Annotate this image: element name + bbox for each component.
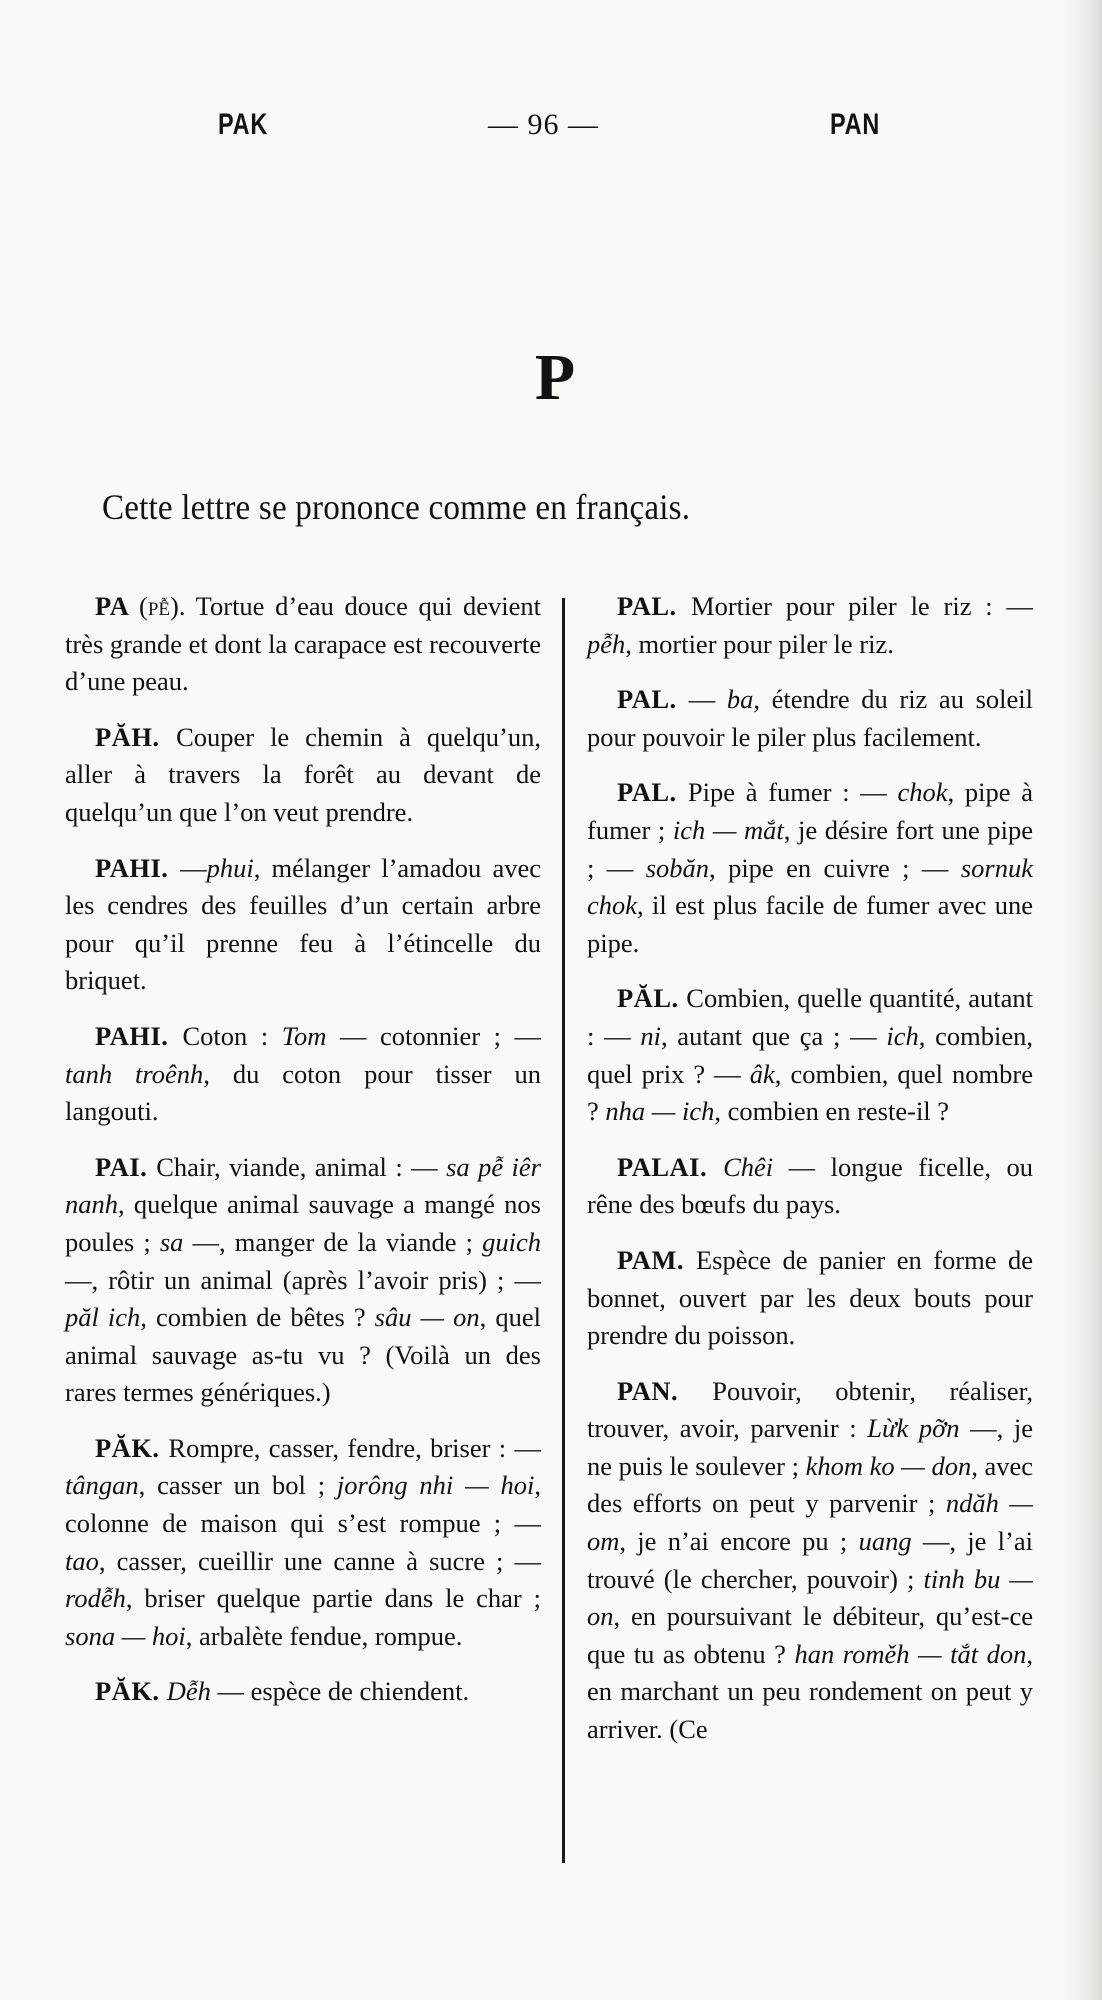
dictionary-entry: [587, 980, 1033, 1130]
entry-example: sobăn: [645, 852, 710, 883]
entry-example: tinh bu — on: [587, 1563, 1033, 1632]
entry-text: —, rôtir un animal (après l’avoir pris) ; —: [65, 1264, 541, 1295]
entry-example: sornuk chok: [587, 852, 1033, 921]
entry-text: , combien en reste-il ?: [714, 1096, 950, 1127]
entry-text: , combien, quel prix ? —: [587, 1020, 1033, 1089]
dictionary-entry: [587, 588, 1033, 663]
dictionary-entry: [587, 1242, 1033, 1355]
entry-text: —: [180, 852, 207, 883]
entry-example: sona — hoi: [65, 1620, 186, 1651]
entry-text: Pouvoir, obtenir, réaliser, trouver, avoir, parvenir :: [587, 1375, 1034, 1444]
entry-headword: PĂL.: [617, 983, 687, 1014]
dictionary-entry: [65, 719, 541, 832]
entry-text: , quel animal sauvage as-tu vu ? (Voilà un des rares termes génériques.): [65, 1302, 541, 1408]
entry-headword: PAM.: [617, 1244, 696, 1275]
entry-text: —: [688, 684, 727, 715]
entry-headword: PALAI.: [617, 1151, 724, 1182]
entry-example: ich: [886, 1020, 919, 1051]
entry-text: , je désire fort une pipe ; —: [587, 814, 1034, 883]
entry-text: Rompre, casser, fendre, briser : —: [168, 1432, 541, 1463]
entry-text: Pipe à fumer : —: [687, 777, 898, 808]
entry-example: ba: [726, 684, 754, 715]
entry-text: —, je ne puis le soulever ;: [587, 1413, 1034, 1481]
entry-text: , en poursuivant le débiteur, qu’est-ce que tu as obtenu ?: [587, 1601, 1033, 1669]
entry-example: tanh troênh: [65, 1058, 204, 1089]
dictionary-columns: [65, 588, 1034, 1888]
entry-text: Mortier pour piler le riz : —: [691, 591, 1033, 621]
page-edge-shadow: [1062, 0, 1102, 2000]
entry-text: , mélanger l’amadou avec les cendres des feuilles d’un certain arbre pour qu’il prenne feu à l’étincelle du briquet.: [65, 852, 541, 996]
dictionary-entry: [65, 1430, 541, 1656]
entry-text: —, je l’ai trouvé (le chercher, pouvoir) ;: [587, 1526, 1033, 1594]
entry-text: — longue ficelle, ou rêne des bœufs du pays.: [587, 1151, 1034, 1220]
running-head-right: PAN: [830, 108, 881, 141]
entry-text: , en marchant un peu rondement on peut y arriver. (Ce: [587, 1638, 1033, 1745]
entry-text: , mortier pour piler le riz.: [625, 628, 894, 659]
dictionary-entry: [65, 850, 541, 1000]
entry-text: Tortue d’eau douce qui devient très grande et dont la carapace est recouverte d’une peau.: [65, 591, 541, 697]
entry-text: — espèce de chiendent.: [210, 1676, 470, 1707]
entry-example: han roměh — tắt don: [794, 1638, 1027, 1669]
entry-example: nha — ich: [605, 1096, 715, 1127]
entry-example: Lừk pỡn: [867, 1413, 960, 1444]
entry-text: Coton :: [182, 1020, 282, 1051]
entry-example: guich: [482, 1226, 541, 1257]
entry-example: khom ko — don: [805, 1450, 972, 1481]
entry-text: , quelque animal sauvage a mangé nos poules ;: [65, 1189, 541, 1257]
entry-text: , du coton pour tisser un langouti.: [65, 1058, 541, 1127]
dictionary-entry: [65, 1149, 541, 1412]
entry-example: sa: [159, 1226, 184, 1257]
entry-headword: PAL.: [617, 591, 691, 621]
entry-text: —, manger de la viande ;: [183, 1226, 483, 1257]
entry-text: — cotonnier ; —: [326, 1020, 541, 1051]
entry-headword: PAI.: [95, 1151, 157, 1182]
running-head: [0, 108, 1102, 148]
dictionary-entry: [587, 1373, 1033, 1749]
entry-text: Chair, viande, animal : —: [156, 1151, 447, 1182]
entry-example: uang: [858, 1526, 912, 1557]
page-number: — 96 —: [488, 108, 599, 141]
entry-headword: PAL.: [617, 777, 688, 808]
entry-text: , pipe à fumer ;: [587, 777, 1033, 845]
entry-headword: PAN.: [617, 1375, 713, 1406]
entry-text: , il est plus facile de fumer avec une pipe.: [587, 890, 1033, 958]
entry-example: pễh: [587, 628, 626, 659]
entry-headword: PAL.: [617, 684, 689, 715]
entry-text: , colonne de maison qui s’est rompue ; —: [65, 1470, 542, 1539]
entry-text: , arbalète fendue, rompue.: [185, 1620, 463, 1651]
entry-text: , étendre du riz au soleil pour pouvoir le piler plus facilement.: [587, 684, 1033, 752]
entry-text: ).: [170, 591, 196, 621]
entry-text: , avec des efforts on peut y parvenir ;: [587, 1450, 1033, 1519]
entry-headword: PĂH.: [95, 721, 177, 752]
entry-example: sa pễ iêr nanh: [65, 1151, 541, 1220]
section-intro: Cette lettre se prononce comme en français.: [102, 487, 691, 527]
entry-example: rodễh: [65, 1583, 126, 1614]
entry-example: Dễh: [166, 1676, 211, 1707]
entry-text: Couper le chemin à quelqu’un, aller à travers la forêt au devant de quelqu’un que l’on veut prendre.: [65, 721, 541, 827]
right-column: [587, 588, 1033, 1767]
entry-text: , briser quelque partie dans le char ;: [125, 1583, 541, 1614]
entry-headword: PAHI.: [95, 852, 181, 883]
entry-example: tao: [65, 1545, 99, 1576]
section-letter: P: [534, 341, 576, 414]
entry-text: Espèce de panier en forme de bonnet, ouvert par les deux bouts pour prendre du poisson.: [587, 1244, 1034, 1351]
dictionary-entry: [587, 774, 1033, 962]
running-head-left: PAK: [218, 108, 269, 141]
entry-text: , casser, cueillir une canne à sucre ; —: [98, 1545, 541, 1576]
entry-example: jorông nhi — hoi: [336, 1470, 535, 1501]
entry-example: âk: [749, 1058, 775, 1089]
dictionary-entry: [587, 1149, 1033, 1224]
entry-text: , pipe en cuivre ; —: [709, 852, 961, 883]
entry-example: ndăh — om: [587, 1488, 1033, 1557]
entry-example: tângan: [65, 1470, 139, 1501]
entry-text: , casser un bol ;: [138, 1470, 337, 1501]
entry-variant: pễ: [147, 591, 171, 621]
entry-example: ich — mắt: [672, 814, 784, 845]
entry-example: phui: [206, 852, 254, 883]
entry-text: (: [139, 591, 148, 621]
dictionary-entry: [587, 681, 1033, 756]
entry-example: sâu — on: [374, 1302, 480, 1333]
dictionary-entry: [65, 1018, 541, 1131]
left-column: [65, 588, 541, 1729]
entry-example: Chêi: [723, 1151, 774, 1182]
entry-text: , je n’ai encore pu ;: [619, 1526, 859, 1557]
entry-headword: PĂK.: [95, 1676, 167, 1707]
entry-example: păl ich: [65, 1302, 141, 1333]
entry-headword: PĂK.: [95, 1432, 169, 1463]
entry-text: , combien de bêtes ?: [140, 1302, 375, 1333]
dictionary-entry: [65, 1673, 541, 1711]
entry-example: Tom: [281, 1020, 327, 1051]
entry-example: ni: [640, 1020, 661, 1051]
entry-text: , autant que ça ; —: [660, 1020, 887, 1051]
dictionary-entry: [65, 588, 541, 701]
entry-example: chok: [897, 777, 948, 808]
entry-headword: PA: [95, 591, 140, 621]
entry-text: Combien, quelle quantité, autant : —: [587, 983, 1033, 1051]
entry-headword: PAHI.: [95, 1020, 183, 1051]
column-divider: [562, 598, 565, 1863]
entry-text: , combien, quel nombre ?: [587, 1058, 1033, 1127]
